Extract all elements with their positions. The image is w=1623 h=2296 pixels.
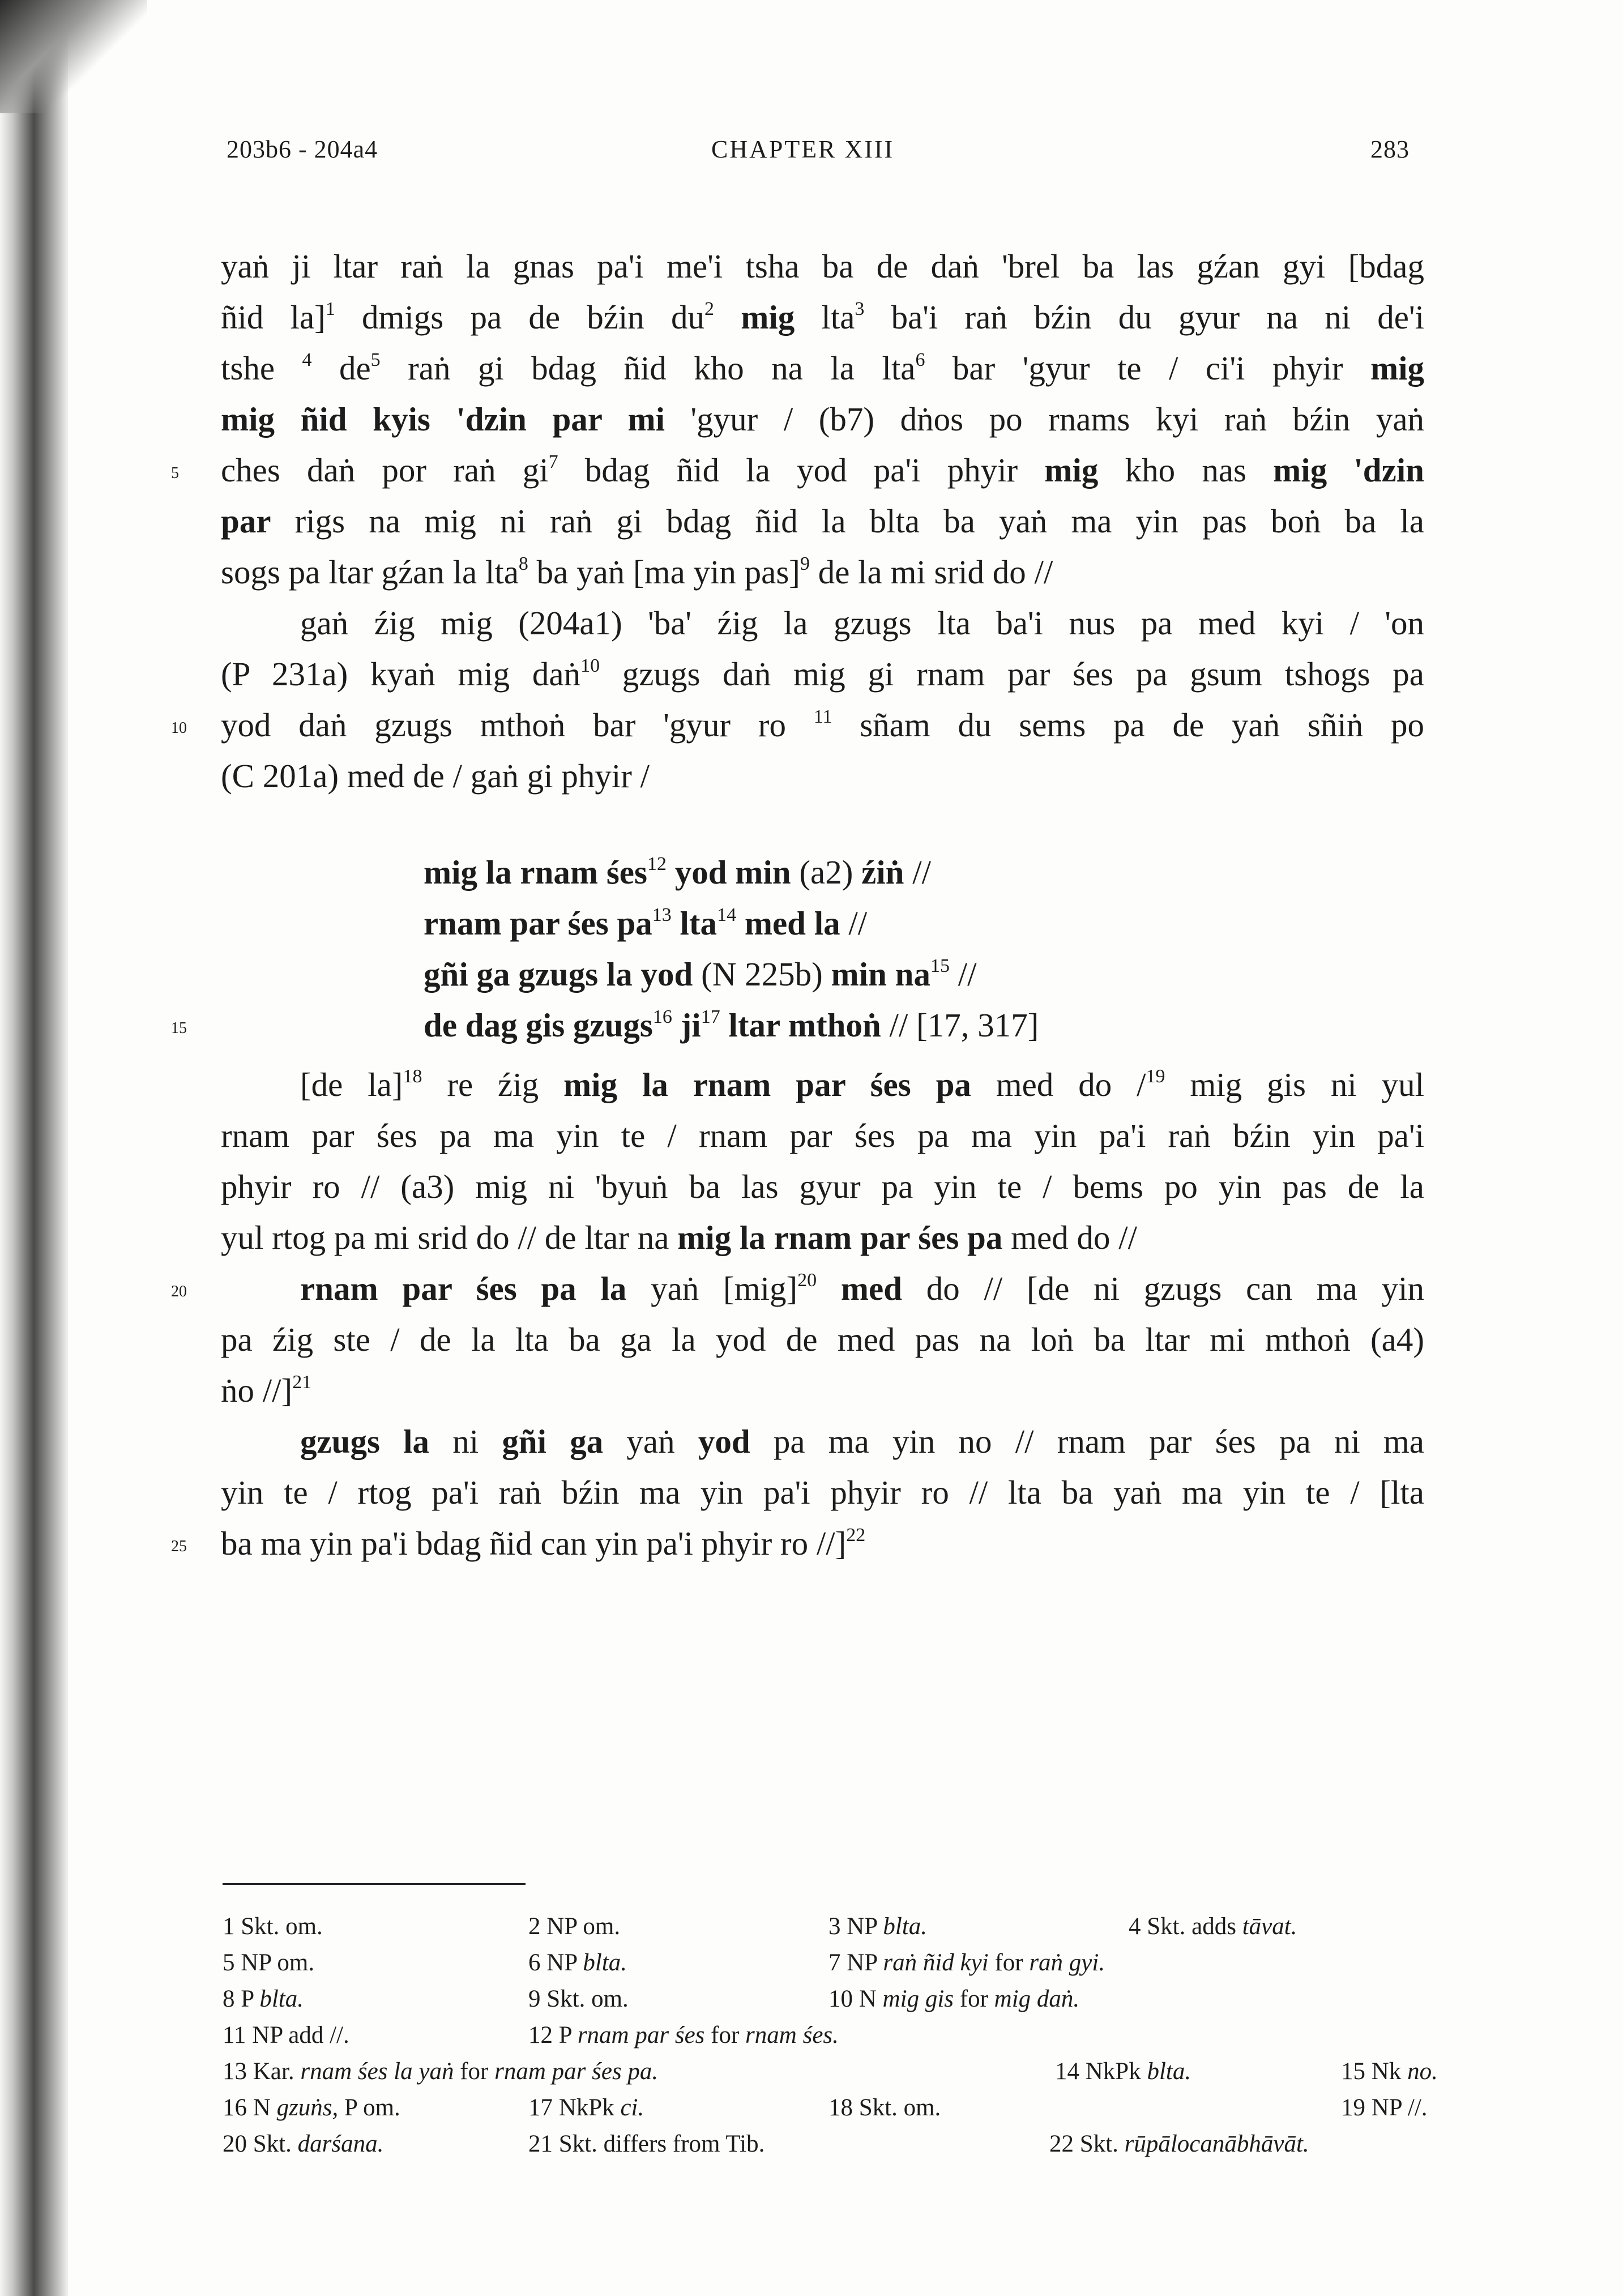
line-number-20: 20: [171, 1283, 187, 1300]
footnote-1: 1 Skt. om.: [223, 1913, 323, 1940]
verse-block: [171, 847, 1039, 1051]
text-line-8: gaṅ źig mig (204a1) 'ba' źig la gzugs lta ba'i nus pa med kyi / 'on: [300, 604, 1424, 642]
text-line-7: sogs pa ltar gźan la lta$^8$ ba yaṅ [ma yin pas]$^9$ de la mi srid do //: [221, 553, 1053, 591]
footnote-row: [223, 2054, 1438, 2090]
footnote-3: 3 NP blta.: [828, 1913, 928, 1940]
footnote-19: 19 NP //.: [1341, 2094, 1428, 2121]
footnote-6: 6 NP blta.: [528, 1949, 627, 1976]
text-line-20: 20 rnam par śes pa la yaṅ [mig]$^{20}$ med do // [de ni gzugs can ma yin: [221, 1263, 1424, 1314]
footnote-9: 9 Skt. om.: [528, 1986, 629, 2012]
text-line-3: tshe $^4$ $de^5$ raṅ gi bdag ñid kho na la lta$^6$ bar 'gyur te / ci'i phyir mig: [221, 349, 1424, 387]
text-line-5: 5 ches daṅ por raṅ $gi^7$ bdag ñid la yod pa'i phyir mig kho nas mig 'dzin: [221, 445, 1424, 496]
footnote-14: 14 NkPk blta.: [1055, 2058, 1191, 2085]
verse-line-1: mig la rnam śes$^{12}$ yod min (a2) źiṅ //: [424, 853, 932, 891]
footnote-22: 22 Skt. rūpālocanābhāvāt.: [1049, 2131, 1309, 2157]
chapter-title: CHAPTER XIII: [711, 135, 895, 163]
text-line-9: (P 231a) kyaṅ mig daṅ$^{10}$ gzugs daṅ mig gi rnam par śes pa gsum tshogs pa: [221, 655, 1424, 693]
footnote-12: 12 P rnam par śes for rnam śes.: [528, 2022, 839, 2049]
footnotes: [223, 1909, 1438, 2162]
folio-range: 203b6 - 204a4: [227, 135, 378, 163]
footnote-8: 8 P blta.: [223, 1986, 304, 2012]
footnote-13: 13 Kar. rnam śes la yaṅ for rnam par śes pa.: [223, 2058, 659, 2085]
text-line-19: yul rtog pa mi srid do // de ltar na mig la rnam par śes pa med do //: [221, 1219, 1137, 1256]
verse-line-3: gñi ga gzugs la yod (N 225b) $\min na^{15}$ //: [424, 955, 977, 993]
text-line-17: rnam par śes pa ma yin te / rnam par śes pa ma yin pa'i raṅ bźin yin pa'i: [221, 1117, 1424, 1154]
footnote-row: [223, 1909, 1429, 1945]
text-line-6: par rigs na mig ni raṅ gi bdag ñid la blta ba yaṅ ma yin pas boṅ ba la: [221, 502, 1424, 540]
page-number: 283: [1370, 135, 1410, 163]
line-number-25: 25: [171, 1538, 187, 1555]
footnote-row: [223, 1981, 1429, 2017]
text-line-16: [de la]$^{18}$ re źig mig la rnam par śes pa med do /$^{19}$ mig gis ni yul: [300, 1066, 1425, 1103]
text-line-18: phyir ro // (a3) mig ni 'byuṅ ba las gyur pa yin te / bems po yin pas de la: [221, 1168, 1424, 1205]
footnote-row: [223, 1945, 1429, 1981]
footnote-4: 4 Skt. adds tāvat.: [1129, 1913, 1297, 1940]
footnote-2: 2 NP om.: [528, 1913, 621, 1940]
book-corner-shadow: [0, 0, 147, 113]
footnote-21: 21 Skt. differs from Tib.: [528, 2131, 765, 2157]
verse-line-2: rnam par śes $pa^{13}$ lta$^{14}$ med la //: [424, 904, 868, 942]
footnote-5: 5 NP om.: [223, 1949, 315, 1976]
main-text: [171, 241, 1425, 801]
text-line-10: 10 yod daṅ gzugs mthoṅ bar 'gyur ro $^{11}$ sñam du sems pa de yaṅ sñiṅ po: [221, 699, 1424, 750]
footnote-7: 7 NP raṅ ñid kyi for raṅ gyi.: [828, 1949, 1105, 1976]
footnote-20: 20 Skt. darśana.: [223, 2131, 384, 2157]
text-line-4: mig ñid kyis 'dzin par mi 'gyur / (b7) dṅos po rnams kyi raṅ bźin yaṅ: [221, 400, 1425, 438]
verse-line-4: 15 de dag gis gzugs$^{16}$ $ji^{17}$ ltar mthoṅ // [17, 317]: [424, 1000, 1039, 1051]
footnote-row: [223, 2126, 1429, 2162]
footnote-18: 18 Skt. om.: [828, 2094, 941, 2121]
footnote-rule: [223, 1883, 526, 1885]
line-number-5: 5: [171, 464, 179, 482]
footnote-11: 11 NP add //.: [223, 2022, 349, 2049]
footnote-row: [223, 2090, 1429, 2126]
footnote-15: 15 Nk no.: [1341, 2058, 1438, 2085]
footnote-row: [223, 2017, 1429, 2054]
line-number-15: 15: [171, 1019, 187, 1037]
text-line-1: yaṅ ji ltar raṅ la gnas pa'i me'i tsha ba de daṅ 'brel ba las gźan gyi [bdag: [221, 247, 1424, 285]
text-line-22: ṅo //]$^{21}$: [221, 1372, 312, 1409]
book-binding-shadow: [0, 0, 68, 2296]
text-line-25: 25 ba ma yin pa'i bdag ñid can yin pa'i phyir ro //]$^{22}$: [221, 1518, 1424, 1569]
footnote-16: 16 N gzuṅs, P om.: [223, 2094, 400, 2121]
main-text-continued: [171, 1059, 1425, 1569]
text-line-23: gzugs la ni gñi ga yaṅ yod pa ma yin no // rnam par śes pa ni ma: [300, 1423, 1424, 1460]
footnote-10: 10 N mig gis for mig daṅ.: [828, 1986, 1080, 2012]
line-number-10: 10: [171, 719, 187, 737]
text-line-21: pa źig ste / de la lta ba ga la yod de med pas na loṅ ba ltar mi mthoṅ (a4): [221, 1321, 1424, 1358]
text-line-2: ñid la]$^1$ dmigs pa de bźin $du^2$ mig lta$^3$ ba'i raṅ bźin du gyur na ni de'i: [221, 298, 1425, 336]
text-line-24: yin te / rtog pa'i raṅ bźin ma yin pa'i phyir ro // lta ba yaṅ ma yin te / [lta: [221, 1474, 1424, 1511]
footnote-17: 17 NkPk ci.: [528, 2094, 644, 2121]
text-line-11: (C 201a) med de / gaṅ gi phyir /: [221, 757, 650, 795]
